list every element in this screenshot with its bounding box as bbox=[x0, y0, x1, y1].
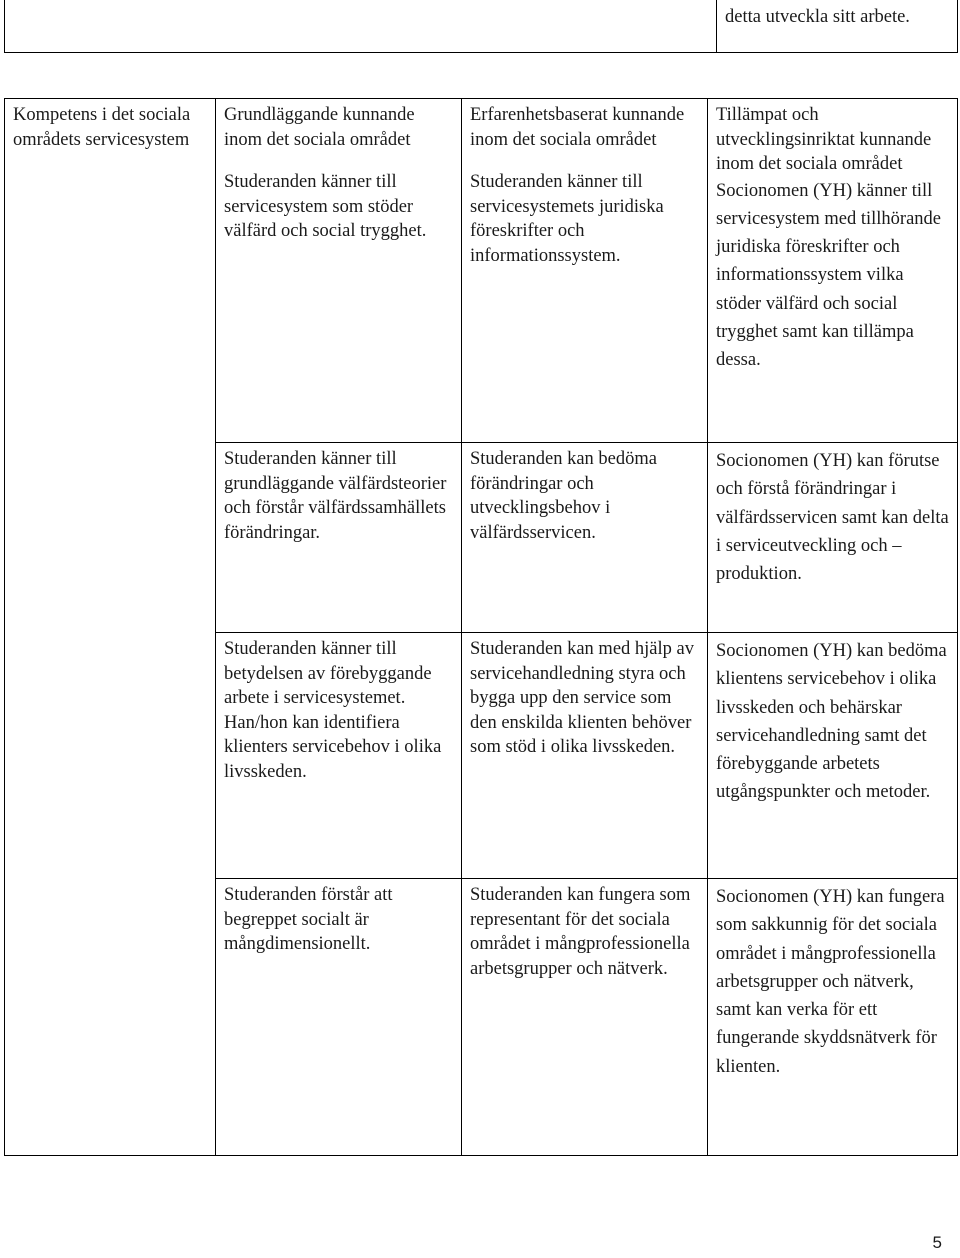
top-table-border bbox=[4, 0, 5, 53]
table-cell bbox=[462, 879, 707, 981]
table-cell bbox=[216, 443, 461, 545]
table-cell bbox=[216, 633, 461, 784]
table-cell bbox=[462, 633, 707, 760]
column-heading-erfarenhetsbaserat: Erfarenhetsbaserat kunnande inom det sociala området bbox=[470, 105, 685, 150]
competence-area-title: Kompetens i det sociala områdets servicesystem bbox=[13, 105, 191, 150]
column-heading-grundlaggande: Grundläggande kunnande inom det sociala området bbox=[224, 105, 415, 150]
cell-text: Socionomen (YH) kan förutse och förstå förändringar i välfärdsservicen samt kan delta i serviceutveckling och –produktion. bbox=[716, 451, 949, 585]
top-table-border bbox=[957, 0, 958, 53]
cell-text: Socionomen (YH) kan bedöma klientens servicebehov i olika livsskeden och behärskar servicehandledning samt det förebyggande arbetets utgångspunkter och metoder. bbox=[716, 641, 947, 803]
cell-text: Studeranden kan med hjälp av servicehandledning styra och bygga upp den service som den enskilda klienten behöver som stöd i olika livsskeden. bbox=[470, 639, 694, 757]
cell-text: Studeranden känner till servicesystemets juridiska föreskrifter och informationssystem. bbox=[470, 172, 664, 266]
column-heading-tillampat: Tillämpat och utvecklingsinriktat kunnande inom det sociala området bbox=[716, 105, 932, 174]
table-cell bbox=[462, 443, 707, 545]
table-cell-tillampat bbox=[708, 99, 957, 375]
cell-text: Studeranden förstår att begreppet socialt är mångdimensionellt. bbox=[224, 885, 393, 954]
table-cell-grundlaggande bbox=[216, 99, 461, 244]
cell-text: Socionomen (YH) kan fungera som sakkunnig för det sociala området i mångprofessionella arbetsgrupper och nätverk, samt kan verka för ett fungerande skyddsnätverk för klienten. bbox=[716, 887, 945, 1077]
cell-text: Studeranden kan bedöma förändringar och utvecklingsbehov i välfärdsservicen. bbox=[470, 449, 657, 543]
cell-text: Socionomen (YH) känner till servicesystem med tillhörande juridiska föreskrifter och informationssystem vilka stöder välfärd och social trygghet samt kan tillämpa dessa. bbox=[716, 180, 942, 371]
table-cell bbox=[708, 879, 957, 1081]
top-row-text: detta utveckla sitt arbete. bbox=[725, 7, 910, 27]
cell-text: Studeranden känner till grundläggande välfärdsteorier och förstår välfärdssamhällets förändringar. bbox=[224, 449, 447, 543]
top-table-border bbox=[4, 52, 958, 53]
competence-area-cell bbox=[5, 99, 215, 152]
top-row-cell bbox=[717, 0, 957, 30]
page-number: 5 bbox=[932, 1233, 942, 1252]
table-cell bbox=[708, 443, 957, 588]
cell-text: Studeranden kan fungera som representant för det sociala området i mångprofessionella arbetsgrupper och nätverk. bbox=[470, 885, 691, 979]
table-cell-erfarenhetsbaserat bbox=[462, 99, 707, 268]
table-cell bbox=[216, 879, 461, 957]
cell-text: Studeranden känner till servicesystem som stöder välfärd och social trygghet. bbox=[224, 172, 427, 241]
table-cell bbox=[708, 633, 957, 807]
cell-text: Studeranden känner till betydelsen av förebyggande arbete i servicesystemet. Han/hon kan identifiera klienters servicebehov i olika livsskeden. bbox=[224, 639, 442, 782]
